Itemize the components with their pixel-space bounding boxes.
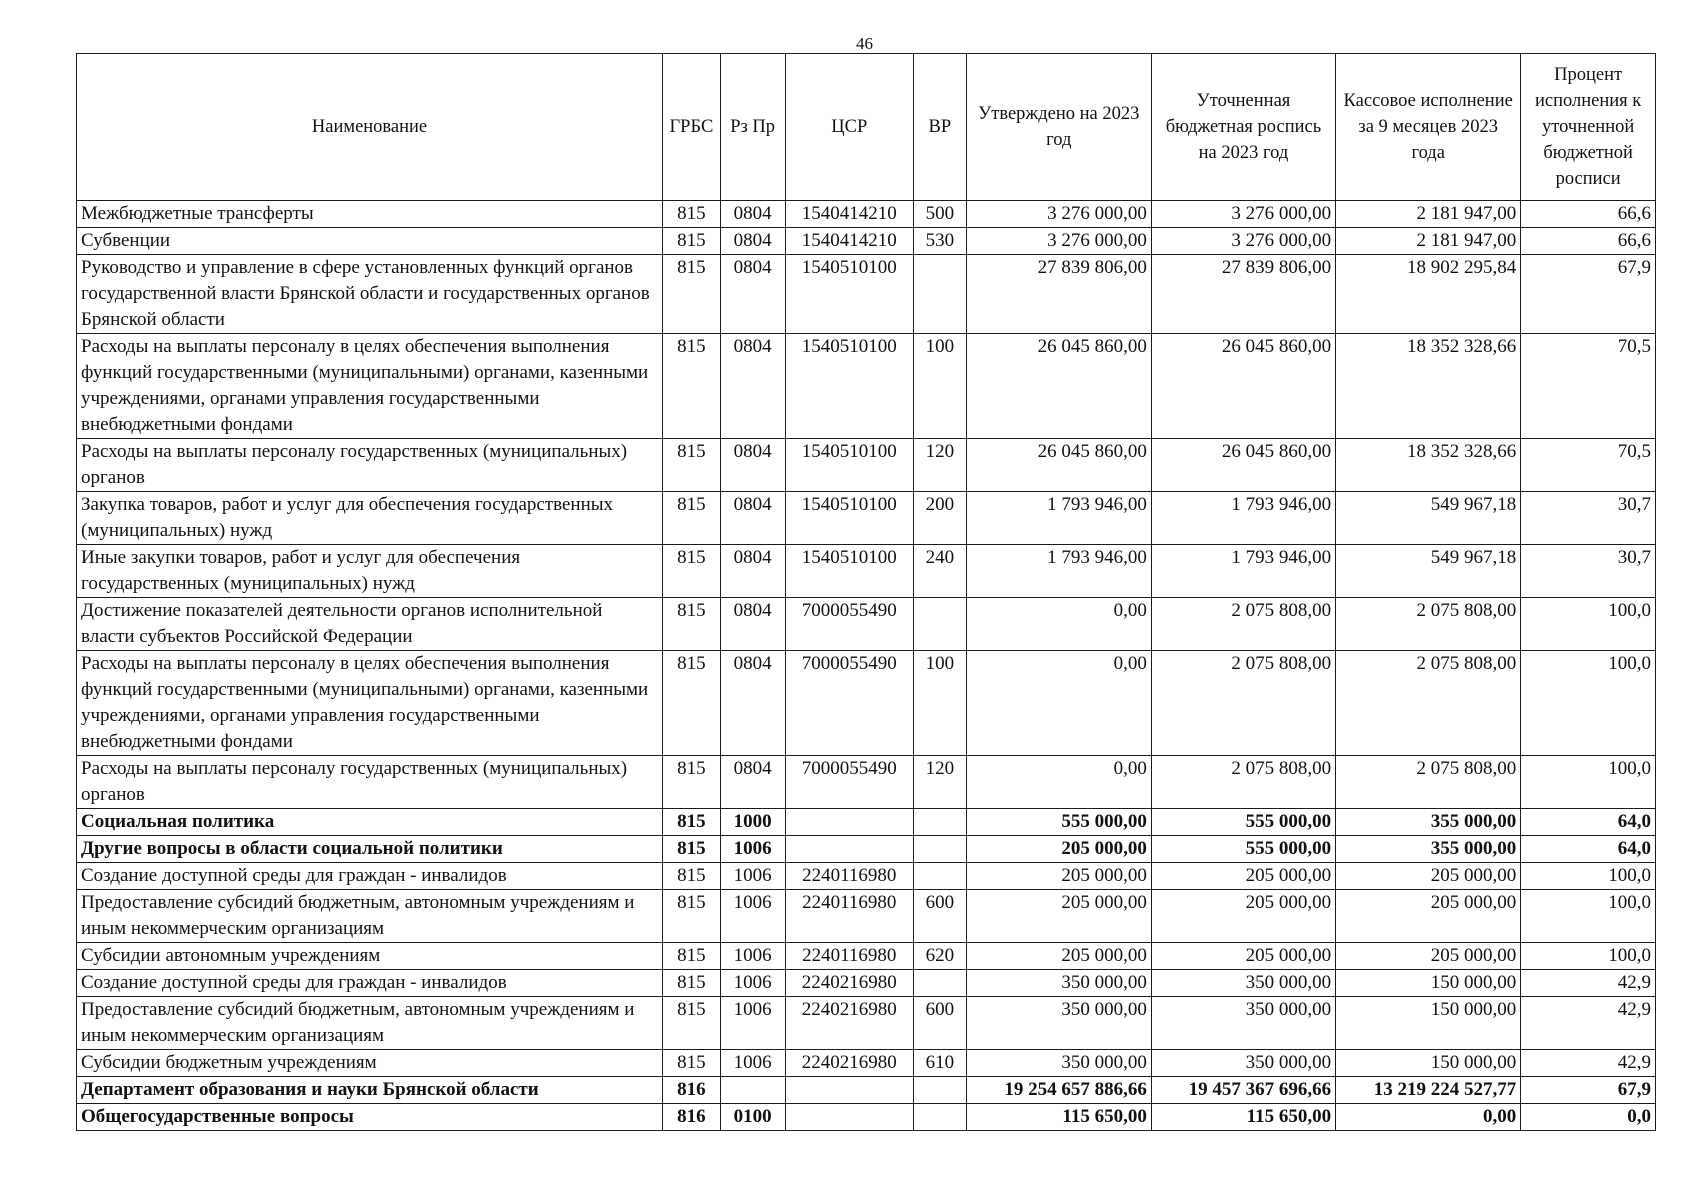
cell-percent: 100,0 bbox=[1521, 863, 1656, 890]
cell-approved: 3 276 000,00 bbox=[966, 228, 1151, 255]
cell-cash: 205 000,00 bbox=[1336, 863, 1521, 890]
cell-refined: 555 000,00 bbox=[1151, 809, 1335, 836]
cell-csr: 7000055490 bbox=[785, 598, 914, 651]
cell-csr: 1540510100 bbox=[785, 334, 914, 439]
cell-cash: 2 075 808,00 bbox=[1336, 598, 1521, 651]
cell-approved: 115 650,00 bbox=[966, 1104, 1151, 1131]
cell-vr: 120 bbox=[914, 439, 967, 492]
cell-name: Расходы на выплаты персоналу государственных (муниципальных) органов bbox=[77, 756, 663, 809]
cell-rzpr: 1000 bbox=[720, 809, 785, 836]
table-row bbox=[77, 334, 1656, 439]
page-number: 46 bbox=[856, 34, 873, 53]
cell-csr: 1540414210 bbox=[785, 201, 914, 228]
cell-approved: 350 000,00 bbox=[966, 970, 1151, 997]
header-csr: ЦСР bbox=[785, 54, 914, 201]
cell-approved: 26 045 860,00 bbox=[966, 439, 1151, 492]
cell-refined: 2 075 808,00 bbox=[1151, 598, 1335, 651]
cell-rzpr: 1006 bbox=[720, 890, 785, 943]
header-approved: Утверждено на 2023 год bbox=[966, 54, 1151, 201]
table-row bbox=[77, 890, 1656, 943]
header-percent: Процент исполнения к уточненной бюджетной росписи bbox=[1521, 54, 1656, 201]
cell-cash: 150 000,00 bbox=[1336, 997, 1521, 1050]
cell-percent: 66,6 bbox=[1521, 201, 1656, 228]
table-body bbox=[77, 201, 1656, 1131]
table-row bbox=[77, 439, 1656, 492]
cell-approved: 350 000,00 bbox=[966, 1050, 1151, 1077]
cell-percent: 42,9 bbox=[1521, 997, 1656, 1050]
cell-cash: 2 075 808,00 bbox=[1336, 651, 1521, 756]
cell-name: Предоставление субсидий бюджетным, автономным учреждениям и иным некоммерческим организациям bbox=[77, 890, 663, 943]
cell-grbs: 815 bbox=[663, 756, 721, 809]
cell-vr bbox=[914, 1104, 967, 1131]
header-rzpr: Рз Пр bbox=[720, 54, 785, 201]
cell-approved: 205 000,00 bbox=[966, 863, 1151, 890]
cell-vr: 240 bbox=[914, 545, 967, 598]
header-grbs: ГРБС bbox=[663, 54, 721, 201]
cell-refined: 1 793 946,00 bbox=[1151, 492, 1335, 545]
cell-csr: 2240216980 bbox=[785, 970, 914, 997]
cell-grbs: 815 bbox=[663, 255, 721, 334]
cell-rzpr: 0804 bbox=[720, 492, 785, 545]
header-vr: ВР bbox=[914, 54, 967, 201]
cell-rzpr: 1006 bbox=[720, 943, 785, 970]
cell-vr: 200 bbox=[914, 492, 967, 545]
cell-grbs: 815 bbox=[663, 943, 721, 970]
cell-csr: 2240116980 bbox=[785, 943, 914, 970]
cell-approved: 0,00 bbox=[966, 756, 1151, 809]
cell-vr: 100 bbox=[914, 334, 967, 439]
table-row bbox=[77, 809, 1656, 836]
cell-vr bbox=[914, 1077, 967, 1104]
cell-percent: 67,9 bbox=[1521, 255, 1656, 334]
cell-grbs: 815 bbox=[663, 997, 721, 1050]
cell-refined: 205 000,00 bbox=[1151, 890, 1335, 943]
table-row bbox=[77, 651, 1656, 756]
cell-percent: 70,5 bbox=[1521, 439, 1656, 492]
cell-approved: 555 000,00 bbox=[966, 809, 1151, 836]
cell-percent: 100,0 bbox=[1521, 651, 1656, 756]
cell-grbs: 815 bbox=[663, 334, 721, 439]
cell-vr bbox=[914, 809, 967, 836]
cell-name: Расходы на выплаты персоналу в целях обеспечения выполнения функций государственными (муниципальными) органами, казенными учреждениями, органами управления государственными внебюджетными фондами bbox=[77, 651, 663, 756]
cell-name: Иные закупки товаров, работ и услуг для обеспечения государственных (муниципальных) нужд bbox=[77, 545, 663, 598]
table-row bbox=[77, 943, 1656, 970]
cell-csr: 1540510100 bbox=[785, 255, 914, 334]
cell-grbs: 815 bbox=[663, 439, 721, 492]
cell-csr: 1540510100 bbox=[785, 439, 914, 492]
cell-cash: 18 352 328,66 bbox=[1336, 439, 1521, 492]
table-row bbox=[77, 756, 1656, 809]
cell-cash: 205 000,00 bbox=[1336, 890, 1521, 943]
cell-name: Руководство и управление в сфере установленных функций органов государственной власти Брянской области и государственных органов Брянской области bbox=[77, 255, 663, 334]
cell-name: Другие вопросы в области социальной политики bbox=[77, 836, 663, 863]
cell-name: Межбюджетные трансферты bbox=[77, 201, 663, 228]
cell-refined: 555 000,00 bbox=[1151, 836, 1335, 863]
cell-cash: 2 181 947,00 bbox=[1336, 201, 1521, 228]
cell-refined: 26 045 860,00 bbox=[1151, 334, 1335, 439]
cell-csr: 2240116980 bbox=[785, 890, 914, 943]
cell-vr bbox=[914, 598, 967, 651]
cell-cash: 150 000,00 bbox=[1336, 970, 1521, 997]
table-row bbox=[77, 997, 1656, 1050]
cell-csr: 2240116980 bbox=[785, 863, 914, 890]
cell-csr bbox=[785, 1104, 914, 1131]
cell-approved: 205 000,00 bbox=[966, 943, 1151, 970]
table-row bbox=[77, 1050, 1656, 1077]
cell-grbs: 815 bbox=[663, 836, 721, 863]
cell-rzpr: 0804 bbox=[720, 756, 785, 809]
cell-percent: 42,9 bbox=[1521, 970, 1656, 997]
table-row bbox=[77, 201, 1656, 228]
cell-cash: 549 967,18 bbox=[1336, 492, 1521, 545]
cell-rzpr: 1006 bbox=[720, 997, 785, 1050]
cell-percent: 64,0 bbox=[1521, 809, 1656, 836]
cell-refined: 1 793 946,00 bbox=[1151, 545, 1335, 598]
table-row bbox=[77, 228, 1656, 255]
cell-percent: 42,9 bbox=[1521, 1050, 1656, 1077]
cell-rzpr: 0100 bbox=[720, 1104, 785, 1131]
cell-rzpr: 0804 bbox=[720, 651, 785, 756]
cell-refined: 19 457 367 696,66 bbox=[1151, 1077, 1335, 1104]
cell-percent: 66,6 bbox=[1521, 228, 1656, 255]
cell-csr: 1540414210 bbox=[785, 228, 914, 255]
header-refined: Уточненная бюджетная роспись на 2023 год bbox=[1151, 54, 1335, 201]
cell-approved: 1 793 946,00 bbox=[966, 545, 1151, 598]
cell-approved: 205 000,00 bbox=[966, 890, 1151, 943]
cell-csr: 2240216980 bbox=[785, 1050, 914, 1077]
cell-cash: 205 000,00 bbox=[1336, 943, 1521, 970]
cell-grbs: 816 bbox=[663, 1077, 721, 1104]
cell-grbs: 815 bbox=[663, 863, 721, 890]
cell-vr: 600 bbox=[914, 890, 967, 943]
cell-refined: 2 075 808,00 bbox=[1151, 756, 1335, 809]
cell-grbs: 815 bbox=[663, 651, 721, 756]
table-row bbox=[77, 970, 1656, 997]
cell-refined: 115 650,00 bbox=[1151, 1104, 1335, 1131]
cell-refined: 350 000,00 bbox=[1151, 970, 1335, 997]
cell-percent: 67,9 bbox=[1521, 1077, 1656, 1104]
cell-name: Достижение показателей деятельности органов исполнительной власти субъектов Российской Федерации bbox=[77, 598, 663, 651]
cell-vr bbox=[914, 863, 967, 890]
cell-grbs: 815 bbox=[663, 598, 721, 651]
cell-name: Создание доступной среды для граждан - инвалидов bbox=[77, 970, 663, 997]
cell-rzpr: 1006 bbox=[720, 863, 785, 890]
cell-grbs: 815 bbox=[663, 492, 721, 545]
cell-approved: 0,00 bbox=[966, 651, 1151, 756]
cell-vr: 610 bbox=[914, 1050, 967, 1077]
header-name: Наименование bbox=[77, 54, 663, 201]
cell-approved: 19 254 657 886,66 bbox=[966, 1077, 1151, 1104]
cell-percent: 64,0 bbox=[1521, 836, 1656, 863]
cell-rzpr: 0804 bbox=[720, 439, 785, 492]
cell-vr: 600 bbox=[914, 997, 967, 1050]
cell-name: Расходы на выплаты персоналу государственных (муниципальных) органов bbox=[77, 439, 663, 492]
cell-name: Субсидии автономным учреждениям bbox=[77, 943, 663, 970]
cell-approved: 0,00 bbox=[966, 598, 1151, 651]
cell-refined: 3 276 000,00 bbox=[1151, 201, 1335, 228]
cell-name: Создание доступной среды для граждан - инвалидов bbox=[77, 863, 663, 890]
cell-name: Общегосударственные вопросы bbox=[77, 1104, 663, 1131]
cell-grbs: 816 bbox=[663, 1104, 721, 1131]
cell-csr: 7000055490 bbox=[785, 756, 914, 809]
table-header-row bbox=[77, 54, 1656, 201]
cell-grbs: 815 bbox=[663, 1050, 721, 1077]
cell-approved: 3 276 000,00 bbox=[966, 201, 1151, 228]
cell-name: Департамент образования и науки Брянской области bbox=[77, 1077, 663, 1104]
cell-rzpr: 1006 bbox=[720, 836, 785, 863]
cell-refined: 350 000,00 bbox=[1151, 997, 1335, 1050]
cell-csr: 1540510100 bbox=[785, 545, 914, 598]
cell-cash: 549 967,18 bbox=[1336, 545, 1521, 598]
cell-percent: 100,0 bbox=[1521, 943, 1656, 970]
cell-csr: 2240216980 bbox=[785, 997, 914, 1050]
cell-cash: 2 181 947,00 bbox=[1336, 228, 1521, 255]
cell-approved: 27 839 806,00 bbox=[966, 255, 1151, 334]
cell-csr bbox=[785, 836, 914, 863]
cell-cash: 355 000,00 bbox=[1336, 809, 1521, 836]
table-row bbox=[77, 492, 1656, 545]
cell-vr bbox=[914, 970, 967, 997]
cell-rzpr: 0804 bbox=[720, 201, 785, 228]
cell-approved: 1 793 946,00 bbox=[966, 492, 1151, 545]
cell-percent: 100,0 bbox=[1521, 756, 1656, 809]
cell-percent: 0,0 bbox=[1521, 1104, 1656, 1131]
cell-csr: 7000055490 bbox=[785, 651, 914, 756]
cell-refined: 26 045 860,00 bbox=[1151, 439, 1335, 492]
cell-cash: 2 075 808,00 bbox=[1336, 756, 1521, 809]
cell-percent: 70,5 bbox=[1521, 334, 1656, 439]
cell-rzpr bbox=[720, 1077, 785, 1104]
cell-refined: 205 000,00 bbox=[1151, 943, 1335, 970]
cell-vr bbox=[914, 255, 967, 334]
cell-name: Расходы на выплаты персоналу в целях обеспечения выполнения функций государственными (муниципальными) органами, казенными учреждениями, органами управления государственными внебюджетными фондами bbox=[77, 334, 663, 439]
cell-rzpr: 0804 bbox=[720, 334, 785, 439]
cell-approved: 350 000,00 bbox=[966, 997, 1151, 1050]
table-row bbox=[77, 863, 1656, 890]
cell-percent: 100,0 bbox=[1521, 890, 1656, 943]
cell-csr: 1540510100 bbox=[785, 492, 914, 545]
header-cash: Кассовое исполнение за 9 месяцев 2023 года bbox=[1336, 54, 1521, 201]
cell-percent: 30,7 bbox=[1521, 492, 1656, 545]
cell-rzpr: 0804 bbox=[720, 545, 785, 598]
cell-name: Социальная политика bbox=[77, 809, 663, 836]
cell-name: Предоставление субсидий бюджетным, автономным учреждениям и иным некоммерческим организациям bbox=[77, 997, 663, 1050]
cell-cash: 18 902 295,84 bbox=[1336, 255, 1521, 334]
table-row bbox=[77, 1104, 1656, 1131]
cell-rzpr: 0804 bbox=[720, 255, 785, 334]
cell-grbs: 815 bbox=[663, 201, 721, 228]
cell-refined: 3 276 000,00 bbox=[1151, 228, 1335, 255]
cell-rzpr: 0804 bbox=[720, 228, 785, 255]
cell-cash: 0,00 bbox=[1336, 1104, 1521, 1131]
table-row bbox=[77, 545, 1656, 598]
cell-percent: 30,7 bbox=[1521, 545, 1656, 598]
cell-vr: 500 bbox=[914, 201, 967, 228]
cell-percent: 100,0 bbox=[1521, 598, 1656, 651]
table-row bbox=[77, 1077, 1656, 1104]
cell-vr bbox=[914, 836, 967, 863]
cell-cash: 355 000,00 bbox=[1336, 836, 1521, 863]
cell-cash: 13 219 224 527,77 bbox=[1336, 1077, 1521, 1104]
cell-grbs: 815 bbox=[663, 545, 721, 598]
cell-cash: 150 000,00 bbox=[1336, 1050, 1521, 1077]
cell-grbs: 815 bbox=[663, 970, 721, 997]
cell-refined: 205 000,00 bbox=[1151, 863, 1335, 890]
cell-name: Субсидии бюджетным учреждениям bbox=[77, 1050, 663, 1077]
cell-rzpr: 1006 bbox=[720, 970, 785, 997]
cell-cash: 18 352 328,66 bbox=[1336, 334, 1521, 439]
cell-rzpr: 0804 bbox=[720, 598, 785, 651]
cell-refined: 350 000,00 bbox=[1151, 1050, 1335, 1077]
budget-execution-table bbox=[76, 53, 1656, 1131]
cell-grbs: 815 bbox=[663, 890, 721, 943]
cell-grbs: 815 bbox=[663, 809, 721, 836]
cell-rzpr: 1006 bbox=[720, 1050, 785, 1077]
cell-refined: 2 075 808,00 bbox=[1151, 651, 1335, 756]
cell-vr: 620 bbox=[914, 943, 967, 970]
cell-name: Субвенции bbox=[77, 228, 663, 255]
cell-approved: 26 045 860,00 bbox=[966, 334, 1151, 439]
cell-name: Закупка товаров, работ и услуг для обеспечения государственных (муниципальных) нужд bbox=[77, 492, 663, 545]
cell-grbs: 815 bbox=[663, 228, 721, 255]
cell-vr: 100 bbox=[914, 651, 967, 756]
cell-vr: 530 bbox=[914, 228, 967, 255]
table-row bbox=[77, 836, 1656, 863]
cell-csr bbox=[785, 1077, 914, 1104]
cell-approved: 205 000,00 bbox=[966, 836, 1151, 863]
table-row bbox=[77, 255, 1656, 334]
cell-csr bbox=[785, 809, 914, 836]
cell-vr: 120 bbox=[914, 756, 967, 809]
table-row bbox=[77, 598, 1656, 651]
cell-refined: 27 839 806,00 bbox=[1151, 255, 1335, 334]
